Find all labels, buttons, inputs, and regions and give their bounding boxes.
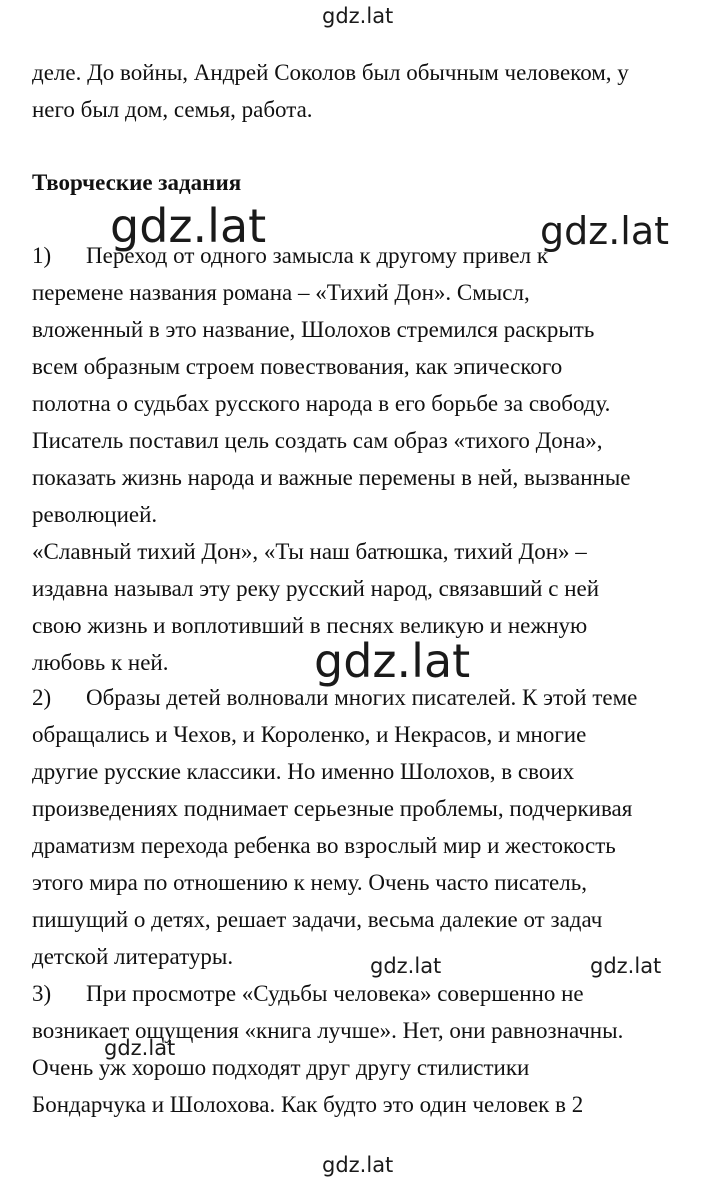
- watermark: gdz.lat: [590, 954, 662, 978]
- list-item-number: 1): [32, 243, 52, 268]
- text-line: произведениях поднимает серьезные проблемы, подчеркивая: [32, 796, 633, 821]
- text-line: показать жизнь народа и важные перемены в ней, вызванные: [32, 465, 631, 490]
- text-line: полотна о судьбах русского народа в его борьбе за свободу.: [32, 391, 611, 416]
- section-heading: Творческие задания: [32, 170, 242, 195]
- list-item-number: 3): [32, 981, 52, 1006]
- text-line: Писатель поставил цель создать сам образ «тихого Дона»,: [32, 428, 603, 453]
- watermark: gdz.lat: [110, 199, 267, 253]
- list-item-1-first-line: [32, 244, 548, 267]
- list-item-2-first-line: [32, 686, 637, 709]
- text-line: возникает ощущения «книга лучше». Нет, они равнозначны.: [32, 1018, 624, 1043]
- watermark: gdz.lat: [370, 954, 442, 978]
- watermark: gdz.lat: [540, 209, 670, 253]
- text-line: Очень уж хорошо подходят друг другу стилистики: [32, 1055, 530, 1080]
- text-line: перемене названия романа – «Тихий Дон». Смысл,: [32, 280, 530, 305]
- watermark-bottom: gdz.lat: [322, 1153, 394, 1177]
- text-line: пишущий о детях, решает задачи, весьма далекие от задач: [32, 907, 603, 932]
- text-line: этого мира по отношению к нему. Очень часто писатель,: [32, 870, 587, 895]
- text-line: него был дом, семья, работа.: [32, 97, 313, 122]
- text-line: революцией.: [32, 502, 158, 527]
- text-line: драматизм перехода ребенка во взрослый мир и жестокость: [32, 833, 616, 858]
- watermark: gdz.lat: [314, 634, 471, 688]
- text-line: деле. До войны, Андрей Соколов был обычным человеком, у: [32, 60, 629, 85]
- text-line: обращались и Чехов, и Короленко, и Некрасов, и многие: [32, 722, 587, 747]
- list-item-3-first-line: [32, 982, 584, 1005]
- text-line: «Славный тихий Дон», «Ты наш батюшка, тихий Дон» –: [32, 539, 587, 564]
- list-item-text: Образы детей волновали многих писателей. К этой теме: [86, 685, 638, 710]
- text-line: детской литературы.: [32, 944, 234, 969]
- list-item-number: 2): [32, 685, 52, 710]
- list-item-text: Переход от одного замысла к другому привел к: [86, 243, 549, 268]
- text-line: другие русские классики. Но именно Шолохов, в своих: [32, 759, 575, 784]
- list-item-text: При просмотре «Судьбы человека» совершенно не: [86, 981, 584, 1006]
- text-line: свою жизнь и воплотивший в песнях великую и нежную: [32, 613, 588, 638]
- text-line: Бондарчука и Шолохова. Как будто это один человек в 2: [32, 1092, 584, 1117]
- text-line: любовь к ней.: [32, 650, 169, 675]
- watermark-top: gdz.lat: [322, 4, 394, 28]
- watermark: gdz.lat: [104, 1036, 176, 1060]
- text-line: всем образным строем повествования, как эпического: [32, 354, 563, 379]
- text-line: вложенный в это название, Шолохов стремился раскрыть: [32, 317, 595, 342]
- text-line: издавна называл эту реку русский народ, связавший с ней: [32, 576, 600, 601]
